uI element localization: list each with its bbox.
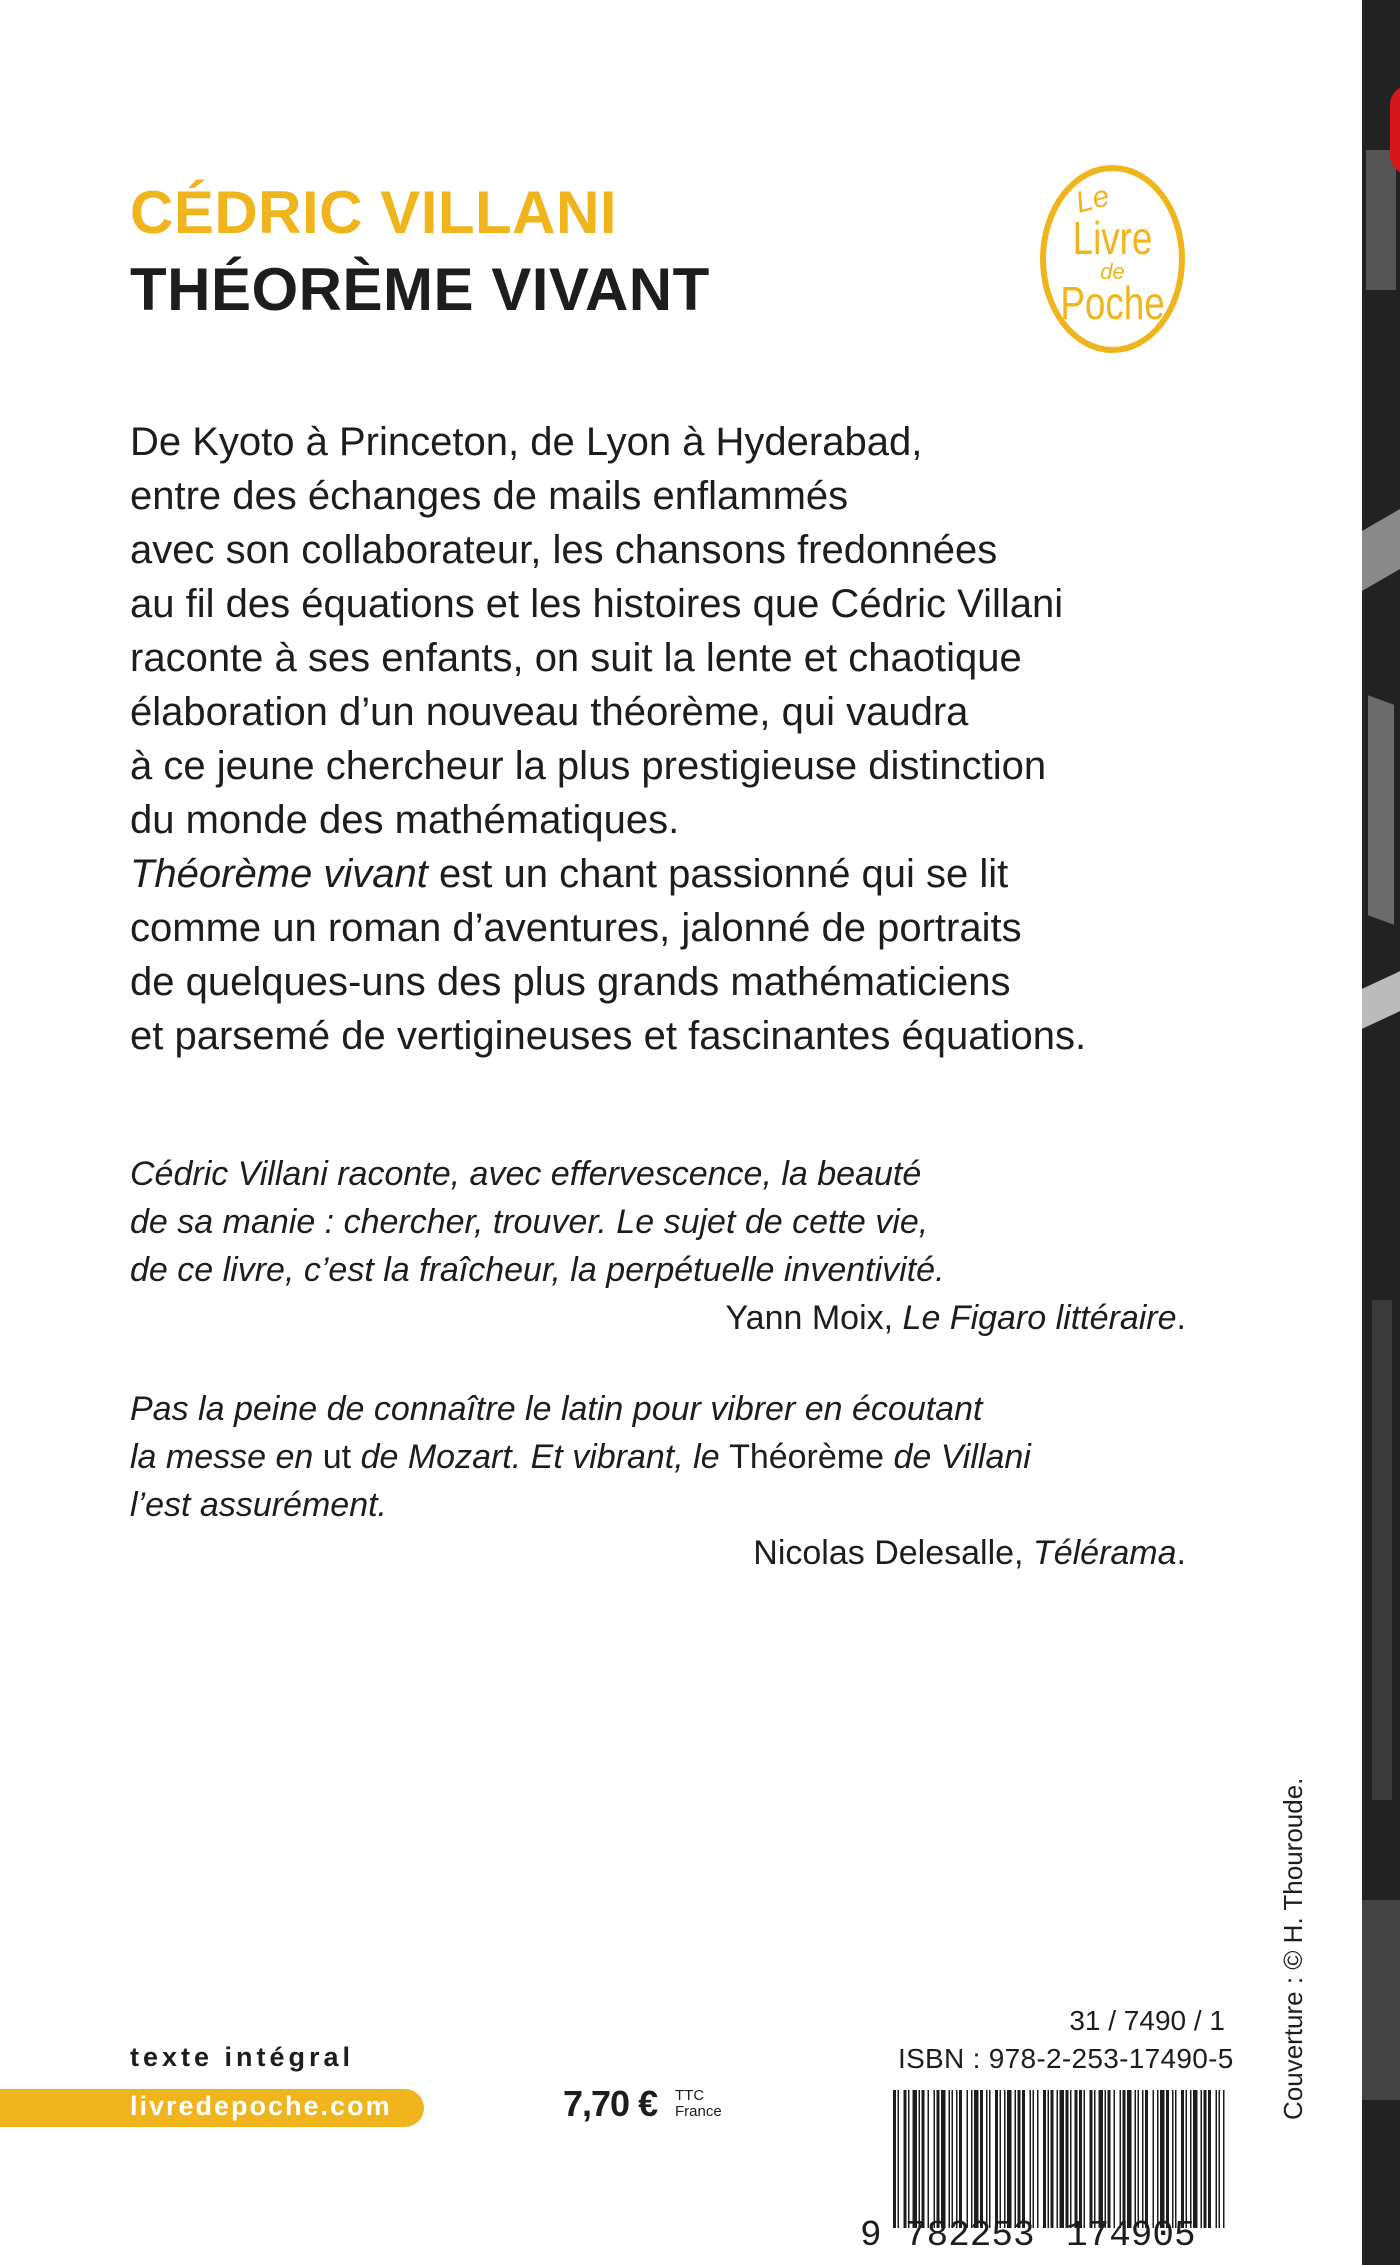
blurb-line: entre des échanges de mails enflammés [130,474,849,518]
blurb-line: De Kyoto à Princeton, de Lyon à Hyderabad, [130,420,923,464]
blurb-line: à ce jeune chercheur la plus prestigieuse distinction [130,744,1047,788]
barcode-digit: 9 [860,2215,882,2256]
spine-photo-strip [1362,0,1400,2265]
blurb-line: avec son collaborateur, les chansons fredonnées [130,528,998,572]
author-name: CÉDRIC VILLANI [130,179,617,246]
barcode-digits: 782253 [905,2215,1035,2256]
press-quote [130,1385,1190,1577]
blurb-line: comme un roman d’aventures, jalonné de portraits [130,906,1022,950]
quote-attribution: Nicolas Delesalle, Télérama. [753,1534,1186,1572]
isbn: ISBN : 978-2-253-17490-5 [898,2043,1234,2074]
quote-line: la messe en ut de Mozart. Et vibrant, le Théorème de Villani [130,1438,1031,1476]
quote-line: de sa manie : chercher, trouver. Le sujet de cette vie, [130,1203,929,1241]
blurb-line: et parsemé de vertigineuses et fascinantes équations. [130,1014,1087,1058]
website-link[interactable]: livredepoche.com [130,2091,392,2121]
quote-line: l’est assurément. [130,1486,387,1524]
blurb-line [130,847,1190,901]
quote-line: de ce livre, c’est la fraîcheur, la perpétuelle inventivité. [130,1251,945,1289]
quote-author: Nicolas Delesalle, [753,1534,1033,1572]
quote-publication: Le Figaro littéraire [902,1299,1177,1337]
livre-de-poche-logo [1040,165,1185,353]
blurb-line: élaboration d’un nouveau théorème, qui vaudra [130,690,969,734]
website-banner [0,2089,424,2127]
logo-le: Le [1072,179,1113,220]
texte-integral-label: texte intégral [130,2042,355,2072]
logo-poche: Poche [1060,277,1165,329]
quote-line: Cédric Villani raconte, avec effervescence, la beauté [130,1155,922,1193]
blurb-line: au fil des équations et les histoires que Cédric Villani [130,582,1064,626]
quote-attribution: Yann Moix, Le Figaro littéraire. [725,1299,1186,1337]
book-title: THÉORÈME VIVANT [130,256,710,323]
price-tax-note: TTC France [675,2087,722,2120]
blurb-line: de quelques-uns des plus grands mathématiciens [130,960,1011,1004]
barcode [893,2090,1228,2228]
barcode-digits: 174905 [1066,2215,1196,2256]
catalog-code: 31 / 7490 / 1 [1069,2005,1225,2036]
blurb-title-italic: Théorème vivant [130,852,428,896]
book-blurb [130,415,1190,1063]
logo-de: de [1100,259,1125,284]
blurb-line: du monde des mathématiques. [130,798,680,842]
quote-author: Yann Moix, [725,1299,903,1337]
press-quote [130,1150,1190,1342]
logo-livre: Livre [1072,212,1153,264]
cover-photo-credit: Couverture : © H. Thouroude. [1278,1777,1308,2120]
blurb-line-rest: est un chant passionné qui se lit [427,852,1009,896]
price: 7,70 € [563,2083,658,2124]
quote-line: Pas la peine de connaître le latin pour vibrer en écoutant [130,1390,983,1428]
red-spine-mark [1390,85,1400,175]
quote-publication: Télérama [1032,1534,1177,1572]
blurb-line: raconte à ses enfants, on suit la lente et chaotique [130,636,1022,680]
